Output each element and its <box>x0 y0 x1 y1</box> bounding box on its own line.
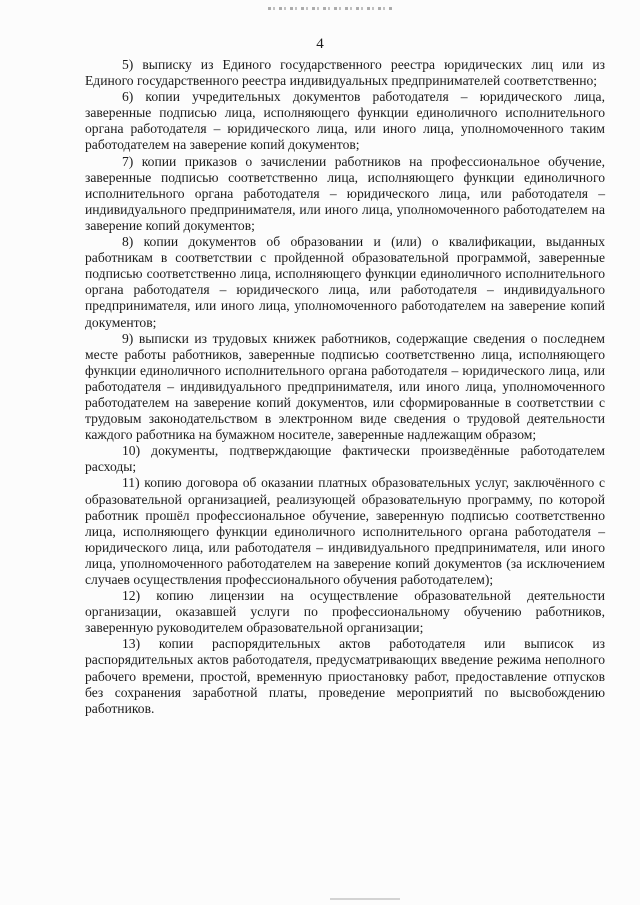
list-item-5: 5) выписку из Единого государственного реестра юридических лиц или из Единого государственного реестра индивидуальных предпринимателей соответственно; <box>85 57 605 89</box>
list-item-13: 13) копии распорядительных актов работодателя или выписок из распорядительных актов работодателя, предусматривающих введение режима неполного рабочего времени, простой, временную приостановку работ, предоставление отпусков без сохранения заработной платы, проведение мероприятий по высвобождению работников. <box>85 636 605 716</box>
list-item-12: 12) копию лицензии на осуществление образовательной деятельности организации, оказавшей услуги по профессиональному обучению работников, заверенную руководителем образовательной организации; <box>85 588 605 636</box>
list-item-10: 10) документы, подтверждающие фактически произведённые работодателем расходы; <box>85 443 605 475</box>
scan-artifact-bottom <box>330 898 400 900</box>
list-item-11: 11) копию договора об оказании платных образовательных услуг, заключённого с образовательной организацией, реализующей образовательную программу, по которой работник прошёл профессиональное обучение, заверенную подписью соответственно лица, исполняющего функции единоличного исполнительного органа работодателя – юридического лица, или работодателя – индивидуального предпринимателя, или иного лица, уполномоченного работодателем на заверение копий документов (за исключением случаев осуществления профессионального обучения работодателем); <box>85 475 605 587</box>
list-item-9: 9) выписки из трудовых книжек работников, содержащие сведения о последнем месте работы работников, заверенные подписью соответственно лица, исполняющего функции единоличного исполнительного органа работодателя – юридического лица, или работодателя – индивидуального предпринимателя, или иного лица, уполномоченного работодателем на заверение копий документов, или сформированные в соответствии с трудовым законодательством в электронном виде сведения о трудовой деятельности каждого работника на бумажном носителе, заверенные надлежащим образом; <box>85 330 605 443</box>
document-body <box>85 57 605 717</box>
page-number: 4 <box>316 36 324 52</box>
scan-artifact-top <box>268 7 392 10</box>
list-item-6: 6) копии учредительных документов работодателя – юридического лица, заверенные подписью лица, исполняющего функции единоличного исполнительного органа работодателя – юридического лица, или иного лица, уполномоченного таким работодателем на заверение копий документов; <box>85 89 605 153</box>
list-item-8: 8) копии документов об образовании и (или) о квалификации, выданных работникам в соответствии с пройденной образовательной программой, заверенные подписью соответственно лица, исполняющего функции единоличного исполнительного органа работодателя – юридического лица, или работодателя – индивидуального предпринимателя, или иного лица, уполномоченного работодателем на заверение копий документов; <box>85 234 605 330</box>
list-item-7: 7) копии приказов о зачислении работников на профессиональное обучение, заверенные подписью соответственно лица, исполняющего функции единоличного исполнительного органа работодателя – юридического лица, или работодателя – индивидуального предпринимателя, или иного лица, уполномоченного работодателем на заверение копий документов; <box>85 153 605 233</box>
